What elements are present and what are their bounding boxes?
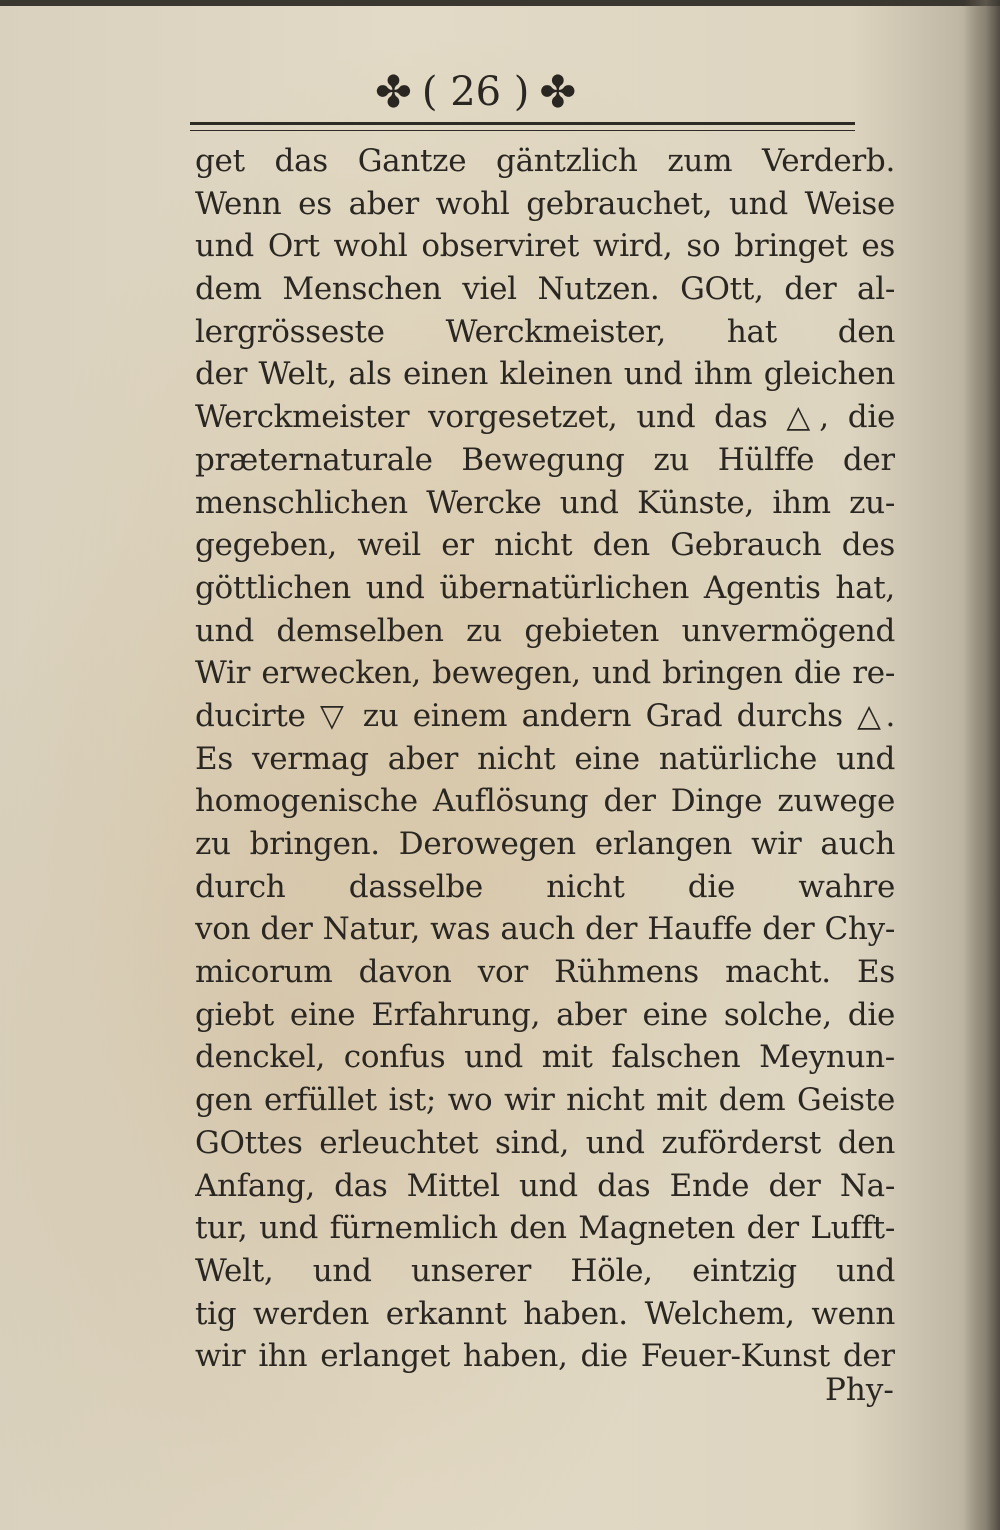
page-number: ( 26 )	[421, 69, 530, 115]
body-text	[195, 140, 895, 1378]
text-line: durch dasselbe nicht die wahre	[195, 868, 895, 905]
text-line: homogenische Auflösung der Dinge zuwege	[195, 783, 895, 820]
text-line: gegeben, weil er nicht den Gebrauch des	[195, 527, 895, 564]
text-line: dem Menschen viel Nutzen. GOtt, der al-	[195, 271, 895, 308]
ornament-left-icon: ✤	[375, 66, 412, 118]
text-line: und Ort wohl observiret wird, so bringet es	[195, 228, 895, 265]
text-line: und demselben zu gebieten unvermögend	[195, 612, 895, 649]
text-line: menschlichen Wercke und Künste, ihm zu-	[195, 484, 895, 521]
text-line: gen erfüllet ist; wo wir nicht mit dem Geiste	[195, 1082, 895, 1119]
header-rule	[190, 122, 855, 131]
text-line: Werckmeister vorgesetzet, und das △, die	[195, 399, 895, 436]
text-line: von der Natur, was auch der Hauffe der Chy-	[195, 911, 895, 948]
text-line: get das Gantze gäntzlich zum Verderb.	[195, 143, 895, 179]
text-line: Welt, und unserer Höle, eintzig und	[195, 1252, 895, 1289]
text-line: der Welt, als einen kleinen und ihm gleichen	[195, 356, 895, 393]
text-line: Anfang, das Mittel und das Ende der Na-	[195, 1167, 895, 1204]
text-line: ducirte ▽ zu einem andern Grad durchs △.	[195, 697, 895, 734]
text-line: micorum davon vor Rühmens macht. Es	[195, 954, 895, 991]
text-line: lergrösseste Werckmeister, hat den	[195, 313, 895, 350]
text-line: zu bringen. Derowegen erlangen wir auch	[195, 826, 895, 862]
page-gutter-shadow	[964, 0, 1000, 1530]
text-line: Es vermag aber nicht eine natürliche und	[195, 740, 895, 777]
text-line: præternaturale Bewegung zu Hülffe der	[195, 441, 895, 478]
text-line: giebt eine Erfahrung, aber eine solche, die	[195, 996, 895, 1033]
text-line: Wenn es aber wohl gebrauchet, und Weise	[195, 185, 895, 222]
page-header	[375, 62, 675, 122]
text-line: tur, und fürnemlich den Magneten der Lufft-	[195, 1210, 895, 1247]
text-line: Wir erwecken, bewegen, und bringen die re-	[195, 655, 895, 692]
scan-edge	[0, 0, 1000, 6]
ornament-right-icon: ✤	[539, 66, 577, 118]
text-line: tig werden erkannt haben. Welchem, wenn	[195, 1295, 895, 1332]
catchword: Phy-	[825, 1372, 894, 1408]
text-line: GOttes erleuchtet sind, und zuförderst den	[195, 1124, 895, 1161]
text-line: göttlichen und übernatürlichen Agentis hat,	[195, 569, 895, 606]
text-line: wir ihn erlanget haben, die Feuer-Kunst der	[195, 1338, 895, 1375]
text-line: denckel, confus und mit falschen Meynun-	[195, 1039, 895, 1076]
